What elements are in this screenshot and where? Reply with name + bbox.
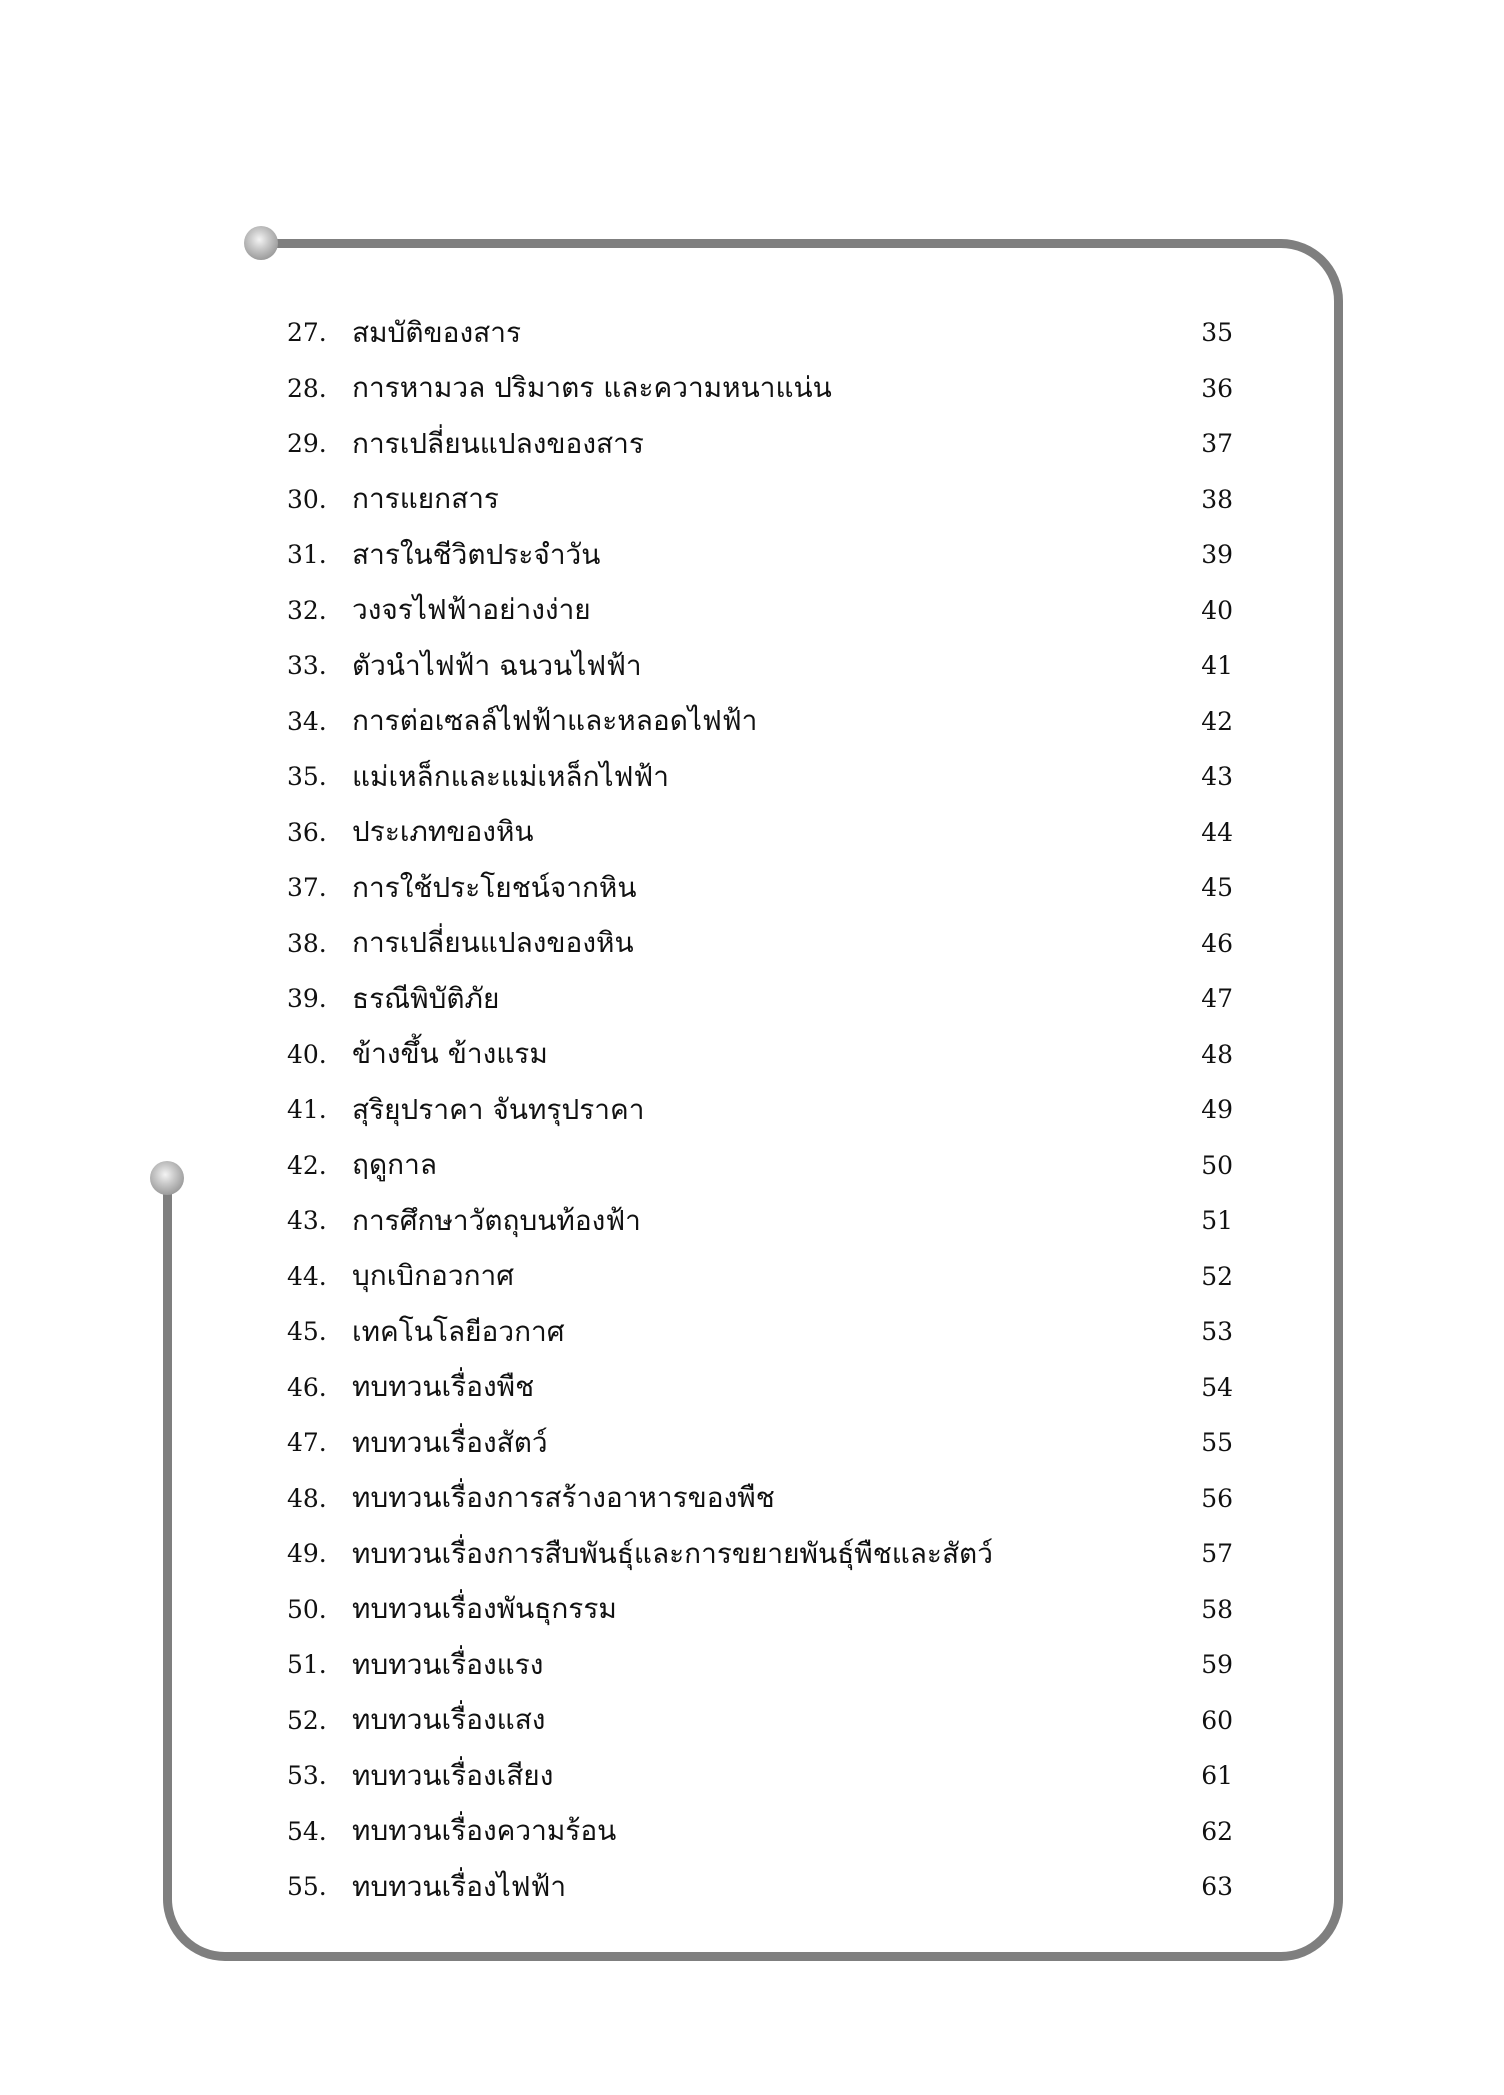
toc-entry[interactable] <box>287 416 1233 472</box>
toc-entry-page: 41 <box>1201 651 1233 681</box>
toc-entry-page: 46 <box>1201 928 1233 958</box>
toc-entry[interactable] <box>287 805 1233 861</box>
toc-entry-number: 42. <box>287 1150 327 1180</box>
toc-entry-title: ธรณีพิบัติภัย <box>352 981 500 1015</box>
toc-entry-number: 33. <box>287 651 327 681</box>
toc-entry[interactable] <box>287 1027 1233 1083</box>
toc-entry[interactable] <box>287 749 1233 805</box>
frame-bottom-border <box>232 1952 1280 1961</box>
toc-entry-number: 34. <box>287 706 327 736</box>
toc-entry-page: 48 <box>1201 1039 1233 1069</box>
toc-entry-title: ทบทวนเรื่องแรง <box>352 1647 544 1681</box>
toc-entry[interactable] <box>287 1082 1233 1138</box>
decorative-ball-icon <box>150 1161 184 1195</box>
toc-entry-title: แม่เหล็กและแม่เหล็กไฟฟ้า <box>352 759 669 793</box>
toc-entry-number: 43. <box>287 1206 327 1236</box>
toc-entry-title: ทบทวนเรื่องเสียง <box>352 1758 554 1792</box>
toc-entry-title: ทบทวนเรื่องการสืบพันธุ์และการขยายพันธุ์พืชและสัตว์ <box>352 1536 993 1570</box>
toc-entry-page: 55 <box>1201 1428 1233 1458</box>
frame-top-border <box>270 239 1280 248</box>
toc-entry-number: 39. <box>287 984 327 1014</box>
toc-entry-number: 48. <box>287 1483 327 1513</box>
toc-entry-page: 39 <box>1201 540 1233 570</box>
toc-entry-page: 49 <box>1201 1095 1233 1125</box>
toc-entry[interactable] <box>287 361 1233 417</box>
toc-entry-number: 37. <box>287 873 327 903</box>
toc-entry-number: 31. <box>287 540 327 570</box>
toc-entry-page: 53 <box>1201 1317 1233 1347</box>
toc-entry-number: 50. <box>287 1594 327 1624</box>
toc-entry[interactable] <box>287 1415 1233 1471</box>
toc-entry-title: ประเภทของหิน <box>352 815 534 849</box>
frame-left-border <box>163 1178 233 1961</box>
toc-entry[interactable] <box>287 1582 1233 1638</box>
toc-entry-page: 60 <box>1201 1705 1233 1735</box>
toc-entry-number: 36. <box>287 817 327 847</box>
toc-entry-title: ทบทวนเรื่องพันธุกรรม <box>352 1592 617 1626</box>
toc-entry-page: 57 <box>1201 1539 1233 1569</box>
toc-entry[interactable] <box>287 1360 1233 1416</box>
toc-entry-title: การแยกสาร <box>352 482 499 516</box>
toc-entry-title: ข้างขึ้น ข้างแรม <box>352 1037 548 1071</box>
toc-entry[interactable] <box>287 971 1233 1027</box>
toc-entry[interactable] <box>287 1471 1233 1527</box>
toc-entry[interactable] <box>287 1526 1233 1582</box>
toc-entry-title: ทบทวนเรื่องพืช <box>352 1370 535 1404</box>
table-of-contents <box>287 305 1233 1915</box>
toc-entry[interactable] <box>287 694 1233 750</box>
toc-entry[interactable] <box>287 1748 1233 1804</box>
toc-entry-page: 50 <box>1201 1150 1233 1180</box>
toc-entry-page: 47 <box>1201 984 1233 1014</box>
frame-right-border <box>1279 239 1343 1961</box>
toc-entry-title: สมบัติของสาร <box>352 315 521 349</box>
toc-entry-number: 29. <box>287 429 327 459</box>
toc-entry[interactable] <box>287 1637 1233 1693</box>
toc-entry-title: วงจรไฟฟ้าอย่างง่าย <box>352 593 591 627</box>
toc-entry[interactable] <box>287 583 1233 639</box>
toc-entry-page: 62 <box>1201 1816 1233 1846</box>
toc-entry-title: การเปลี่ยนแปลงของสาร <box>352 426 644 460</box>
toc-entry-title: ทบทวนเรื่องสัตว์ <box>352 1425 548 1459</box>
toc-entry[interactable] <box>287 1304 1233 1360</box>
toc-entry[interactable] <box>287 860 1233 916</box>
toc-entry-page: 43 <box>1201 762 1233 792</box>
toc-entry-title: บุกเบิกอวกาศ <box>352 1259 515 1293</box>
toc-entry-page: 54 <box>1201 1372 1233 1402</box>
toc-entry-title: การใช้ประโยชน์จากหิน <box>352 870 637 904</box>
toc-entry-number: 32. <box>287 595 327 625</box>
toc-entry-page: 52 <box>1201 1261 1233 1291</box>
toc-entry-page: 38 <box>1201 484 1233 514</box>
toc-entry-number: 38. <box>287 928 327 958</box>
decorative-ball-icon <box>244 226 278 260</box>
toc-entry-title: เทคโนโลยีอวกาศ <box>352 1314 565 1348</box>
toc-entry-title: ทบทวนเรื่องไฟฟ้า <box>352 1869 567 1903</box>
toc-entry-number: 35. <box>287 762 327 792</box>
toc-entry-number: 51. <box>287 1650 327 1680</box>
toc-entry[interactable] <box>287 1804 1233 1860</box>
toc-entry[interactable] <box>287 638 1233 694</box>
toc-entry-title: ฤดูกาล <box>352 1148 437 1182</box>
toc-entry-page: 45 <box>1201 873 1233 903</box>
toc-entry-page: 51 <box>1201 1206 1233 1236</box>
toc-entry[interactable] <box>287 1693 1233 1749</box>
toc-entry[interactable] <box>287 527 1233 583</box>
toc-entry-number: 27. <box>287 318 327 348</box>
toc-entry-number: 28. <box>287 373 327 403</box>
toc-entry-title: ตัวนำไฟฟ้า ฉนวนไฟฟ้า <box>352 648 642 682</box>
toc-entry-title: การหามวล ปริมาตร และความหนาแน่น <box>352 371 832 405</box>
toc-entry[interactable] <box>287 305 1233 361</box>
toc-entry[interactable] <box>287 1193 1233 1249</box>
toc-entry-title: การศึกษาวัตถุบนท้องฟ้า <box>352 1203 641 1237</box>
toc-entry[interactable] <box>287 472 1233 528</box>
toc-entry-number: 44. <box>287 1261 327 1291</box>
toc-entry-number: 49. <box>287 1539 327 1569</box>
toc-entry-number: 45. <box>287 1317 327 1347</box>
toc-entry-title: การต่อเซลล์ไฟฟ้าและหลอดไฟฟ้า <box>352 704 758 738</box>
toc-entry-page: 37 <box>1201 429 1233 459</box>
toc-entry-number: 52. <box>287 1705 327 1735</box>
toc-entry-number: 47. <box>287 1428 327 1458</box>
toc-entry-number: 30. <box>287 484 327 514</box>
toc-entry-page: 63 <box>1201 1872 1233 1902</box>
toc-entry-page: 42 <box>1201 706 1233 736</box>
toc-entry-title: การเปลี่ยนแปลงของหิน <box>352 926 634 960</box>
toc-entry[interactable] <box>287 1249 1233 1305</box>
toc-entry-number: 53. <box>287 1761 327 1791</box>
toc-entry-title: ทบทวนเรื่องแสง <box>352 1703 546 1737</box>
toc-entry-page: 35 <box>1201 318 1233 348</box>
toc-entry-title: สารในชีวิตประจำวัน <box>352 537 601 571</box>
toc-entry-page: 56 <box>1201 1483 1233 1513</box>
toc-entry-page: 36 <box>1201 373 1233 403</box>
toc-entry-page: 58 <box>1201 1594 1233 1624</box>
toc-entry-title: สุริยุปราคา จันทรุปราคา <box>352 1092 645 1126</box>
toc-entry[interactable] <box>287 1859 1233 1915</box>
toc-entry-title: ทบทวนเรื่องการสร้างอาหารของพืช <box>352 1481 775 1515</box>
toc-entry-page: 40 <box>1201 595 1233 625</box>
toc-entry-number: 54. <box>287 1816 327 1846</box>
toc-entry[interactable] <box>287 916 1233 972</box>
toc-entry-number: 46. <box>287 1372 327 1402</box>
toc-entry-title: ทบทวนเรื่องความร้อน <box>352 1814 617 1848</box>
toc-entry-number: 41. <box>287 1095 327 1125</box>
toc-entry-page: 61 <box>1201 1761 1233 1791</box>
toc-entry-page: 59 <box>1201 1650 1233 1680</box>
toc-entry-page: 44 <box>1201 817 1233 847</box>
toc-entry[interactable] <box>287 1138 1233 1194</box>
toc-entry-number: 55. <box>287 1872 327 1902</box>
toc-entry-number: 40. <box>287 1039 327 1069</box>
